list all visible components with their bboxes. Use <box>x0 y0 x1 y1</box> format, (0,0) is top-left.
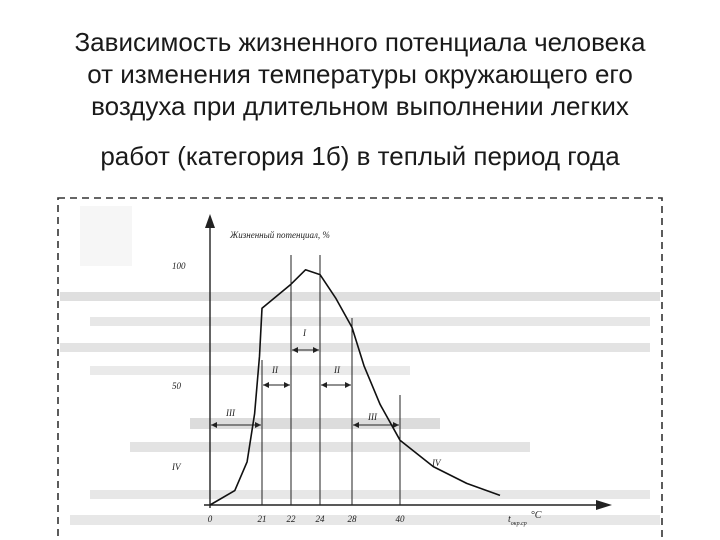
x-axis-label: $t_{окр.ср}^\circ C$ <box>508 510 542 527</box>
zone-arrowhead-right-1 <box>284 382 290 388</box>
zone-label-4: III <box>368 412 377 422</box>
background-scan-shadows <box>60 206 660 525</box>
zone-label-5: IV <box>172 462 181 472</box>
zone-arrowhead-left-1 <box>263 382 269 388</box>
y-tick-label-0: 100 <box>172 261 186 271</box>
y-axis-title: Жизненный потенциал, % <box>230 230 330 240</box>
zone-label-0: I <box>303 328 306 338</box>
title-line-4: работ (категория 1б) в теплый период года <box>100 141 620 171</box>
zone-arrowhead-left-2 <box>321 382 327 388</box>
vital-potential-curve <box>210 270 500 505</box>
x-axis-arrow <box>596 500 612 510</box>
zone-label-2: II <box>334 365 340 375</box>
title-line-3: воздуха при длительном выполнении легких <box>91 91 629 121</box>
title-line-1: Зависимость жизненного потенциала человека <box>74 27 646 57</box>
x-tick-label-0: 0 <box>207 514 213 524</box>
zone-label-6: IV <box>432 458 441 468</box>
x-tick-label-2: 22 <box>286 514 296 524</box>
title-line-2: от изменения температуры окружающего его <box>87 59 633 89</box>
zone-label-3: III <box>226 408 235 418</box>
zone-label-1: II <box>272 365 278 375</box>
x-tick-label-3: 24 <box>315 514 325 524</box>
y-tick-label-1: 50 <box>172 381 181 391</box>
zone-arrowhead-right-2 <box>345 382 351 388</box>
x-tick-label-5: 40 <box>395 514 405 524</box>
x-tick-label-4: 28 <box>347 514 357 524</box>
x-tick-label-1: 21 <box>257 514 267 524</box>
y-axis-arrow <box>205 214 215 228</box>
